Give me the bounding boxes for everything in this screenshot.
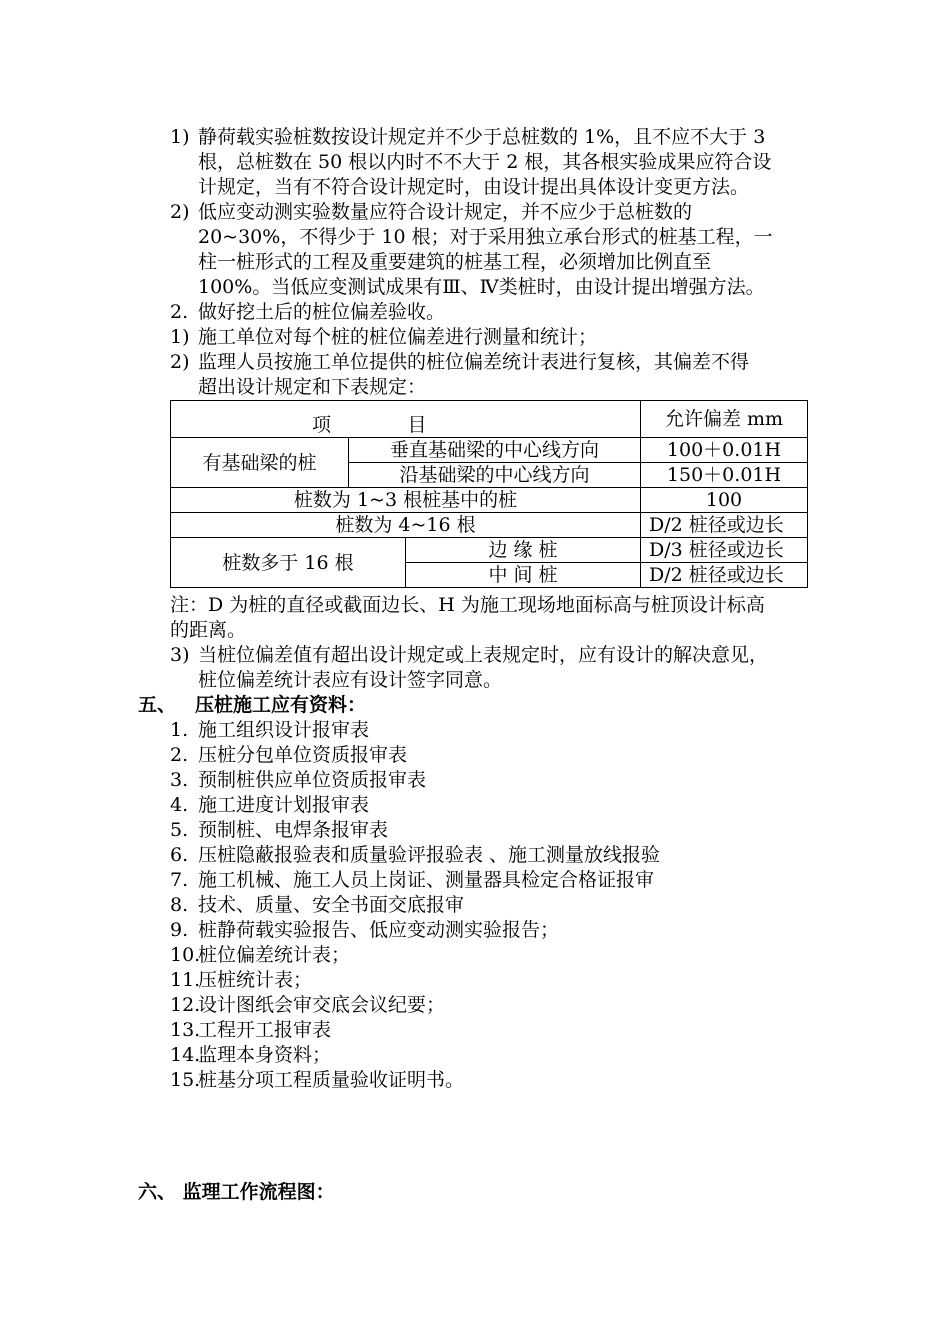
item-number: 1) [170,326,190,348]
list-item-text: 桩静荷载实验报告、低应变动测实验报告； [198,919,560,941]
section-5-heading [138,693,367,717]
list-item-number: 4. [170,794,189,816]
item-text-line: 当桩位偏差值有超出设计规定或上表规定时，应有设计的解决意见， [198,644,769,666]
list-item-number: 2. [170,744,189,766]
list-item-number: 12. [170,994,201,1016]
list-item-text: 技术、质量、安全书面交底报审 [198,894,465,916]
section-6-heading: 六、 监理工作流程图： [138,1181,335,1203]
group-cell-over-16: 桩数多于 16 根 [171,538,406,588]
list-item-text: 桩位偏差统计表； [198,944,351,966]
value-cell: D/3 桩径或边长 [641,538,808,563]
list-item-text: 预制桩供应单位资质报审表 [198,769,427,791]
item-number: 2. [170,301,189,323]
list-item-number: 10. [170,944,201,966]
item-text-line: 桩位偏差统计表应有设计签字同意。 [198,669,503,691]
header-tolerance-cell: 允许偏差 mm [641,401,808,438]
value-cell: 150＋0.01H [641,463,808,488]
value-cell: 100＋0.01H [641,438,808,463]
table-header-row [171,401,808,438]
list-item-text: 施工进度计划报审表 [198,794,370,816]
list-item-number: 7. [170,869,189,891]
item-text-line: 做好挖土后的桩位偏差验收。 [198,301,446,323]
group-cell-with-beam: 有基础梁的桩 [171,438,349,488]
list-item-text: 预制桩、电焊条报审表 [198,819,389,841]
note-line: 注：D 为桩的直径或截面边长、H 为施工现场地面标高与桩顶设计标高 [170,594,765,616]
list-item-text: 压桩隐蔽报验表和质量验评报验表 、施工测量放线报验 [198,844,661,866]
item-text-line: 根，总桩数在 50 根以内时不不大于 2 根，其各根实验成果应符合设 [198,151,772,173]
value-cell: D/2 桩径或边长 [641,563,808,588]
section-5-title: 压桩施工应有资料： [195,694,367,716]
header-item-char-a: 项 [311,414,331,436]
list-item-number: 1. [170,719,189,741]
header-item-char-b: 目 [407,414,427,436]
list-item-number: 11. [170,969,201,991]
list-item-number: 3. [170,769,189,791]
label-cell: 桩数为 1~3 根桩基中的桩 [171,488,641,513]
table-row [171,513,808,538]
list-item-text: 设计图纸会审交底会议纪要； [198,994,446,1016]
list-item-text: 监理本身资料； [198,1044,332,1066]
label-cell: 垂直基础梁的中心线方向 [349,438,641,463]
table-row [171,488,808,513]
item-text-line: 柱一桩形式的工程及重要建筑的桩基工程，必须增加比例直至 [198,251,712,273]
list-item-number: 5. [170,819,189,841]
list-item-number: 13. [170,1019,201,1041]
item-text-line: 监理人员按施工单位提供的桩位偏差统计表进行复核，其偏差不得 [198,351,750,373]
item-text-line: 计规定，当有不符合设计规定时，由设计提出具体设计变更方法。 [198,176,750,198]
value-cell: 100 [641,488,808,513]
table-row [171,438,808,463]
item-text-line: 低应变动测实验数量应符合设计规定，并不应少于总桩数的 [198,201,693,223]
list-item-number: 9. [170,919,189,941]
label-cell: 沿基础梁的中心线方向 [349,463,641,488]
label-cell: 中 间 桩 [406,563,641,588]
list-item-number: 15. [170,1069,201,1091]
item-text-line: 施工单位对每个桩的桩位偏差进行测量和统计； [198,326,598,348]
list-item-text: 施工机械、施工人员上岗证、测量器具检定合格证报审 [198,869,655,891]
note-line: 的距离。 [170,619,247,641]
list-item-text: 压桩分包单位资质报审表 [198,744,408,766]
table-row [171,538,808,563]
list-item-text: 压桩统计表； [198,969,313,991]
list-item-number: 8. [170,894,189,916]
item-text-line: 静荷载实验桩数按设计规定并不少于总桩数的 1%，且不应不大于 3 [198,126,766,148]
item-number: 3) [170,644,190,666]
list-item-text: 工程开工报审表 [198,1019,332,1041]
item-text-line: 100%。当低应变测试成果有Ⅲ、Ⅳ类桩时，由设计提出增强方法。 [198,276,765,298]
list-item-number: 14. [170,1044,201,1066]
item-number: 2) [170,351,190,373]
item-text-line: 20~30%，不得少于 10 根；对于采用独立承台形式的桩基工程，一 [198,226,773,248]
label-cell: 边 缘 桩 [406,538,641,563]
label-cell: 桩数为 4~16 根 [171,513,641,538]
list-item-text: 施工组织设计报审表 [198,719,370,741]
pile-deviation-table [170,400,808,588]
item-number: 1) [170,126,190,148]
header-item-cell [171,401,641,438]
list-item-text: 桩基分项工程质量验收证明书。 [198,1069,465,1091]
item-text-line: 超出设计规定和下表规定： [198,376,427,398]
section-5-number: 五、 [138,694,177,716]
item-number: 2) [170,201,190,223]
list-item-number: 6. [170,844,189,866]
value-cell: D/2 桩径或边长 [641,513,808,538]
